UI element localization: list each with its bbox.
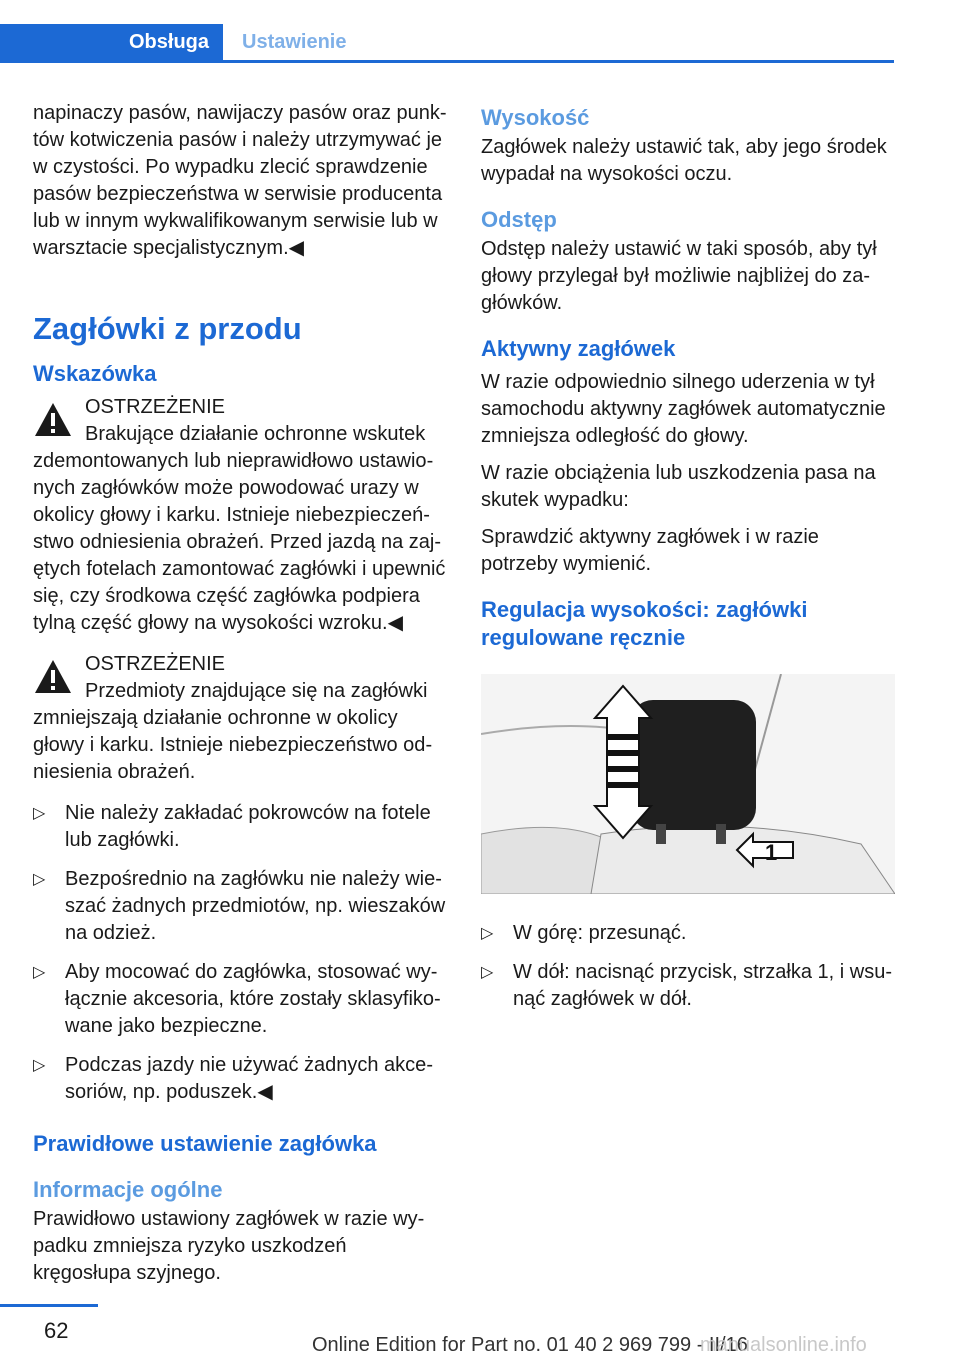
adjust-heading: Prawidłowe ustawienie zagłówka: [33, 1131, 377, 1156]
headrest-illustration: [481, 674, 895, 894]
intro-paragraph: napinaczy pasów, nawijaczy pasów oraz punktów kotwiczenia pasów i należy utrzymywać je w czystości. Po wypadku zlecić sprawdzenie pasów bezpieczeństwa w serwisie producenta lub w innym wykwalifikowanym serwisie lub w warsztacie specjalistycznym.◀: [33, 102, 447, 259]
tab-ustawienie[interactable]: Ustawienie: [242, 31, 347, 53]
triangle-bullet-icon: ▷: [33, 1057, 46, 1074]
warning-block-2: [33, 651, 448, 786]
warning-bullet-list: [33, 800, 448, 1106]
list-item: ▷ W górę: przesunąć.: [481, 920, 896, 947]
triangle-bullet-icon: ▷: [33, 871, 46, 888]
list-item: ▷ W dół: nacisnąć przycisk, strzałka 1, i wsunąć zagłówek w dół.: [481, 961, 893, 1010]
footer-accent-line: [0, 1304, 98, 1307]
list-item: ▷ Bezpośrednio na zagłówku nie należy wieszać żadnych przedmiotów, np. wieszaków na odzież.: [33, 868, 446, 944]
list-item: ▷ Aby mocować do zagłówka, stosować wyłącznie akcesoria, które zostały sklasyfikowane jako bezpieczne.: [33, 961, 441, 1037]
list-item: ▷ Nie należy zakładać pokrowców na fotele lub zagłówki.: [33, 802, 431, 851]
height-paragraph: Zagłówek należy ustawić tak, aby jego środek wypadał na wysokości oczu.: [481, 136, 887, 185]
warning-1-title: OSTRZEŻENIE: [85, 396, 226, 418]
warning-icon: [33, 657, 73, 697]
general-heading: Informacje ogólne: [33, 1177, 223, 1202]
active-paragraph-1: W razie odpowiednio silnego uderzenia w tył samochodu aktywny zagłówek automatycznie zmniejsza odległość do głowy.: [481, 371, 886, 447]
triangle-bullet-icon: ▷: [33, 964, 46, 981]
active-paragraph-2: W razie obciążenia lub uszkodzenia pasa na skutek wypadku:: [481, 462, 876, 511]
note-heading: Wskazówka: [33, 361, 157, 386]
distance-heading: Odstęp: [481, 207, 557, 232]
left-column: [33, 100, 448, 1297]
right-column: [481, 104, 896, 1029]
figure-callout-number: 1: [765, 840, 778, 865]
distance-paragraph: Odstęp należy ustawić w taki sposób, aby tył głowy przylegał był możliwie najbliżej do zagłówków.: [481, 238, 877, 314]
height-heading: Wysokość: [481, 105, 590, 130]
list-item: ▷ Podczas jazdy nie używać żadnych akcesoriów, np. poduszek.◀: [33, 1054, 433, 1103]
watermark: manualsonline.info: [700, 1334, 867, 1356]
warning-2-title: OSTRZEŻENIE: [85, 653, 226, 675]
edition-text: Online Edition for Part no. 01 40 2 969 799 - II/16: [312, 1334, 748, 1356]
warning-1-text: Brakujące działanie ochronne wskutek zdemontowanych lub nieprawidłowo ustawionych zagłówków może powodować urazy w okolicy głowy i karku. Istnieje niebezpieczeństwo odniesienia obrażeń. Przed jazdą na zajętych fotelach zamontować zagłówki i upewnić się, czy środkowa część zagłówka podpiera tylną część głowy na wysokości wzroku.◀: [33, 423, 446, 634]
page-number: 62: [44, 1318, 69, 1343]
warning-2-text: Przedmioty znajdujące się na zagłówki zmniejszają działanie ochronne w okolicy głowy i karku. Istnieje niebezpieczeństwo odniesienia obrażeń.: [33, 680, 433, 783]
active-heading: Aktywny zagłówek: [481, 336, 676, 361]
section-title: Zagłówki z przodu: [33, 311, 302, 346]
manual-adjust-heading: Regulacja wysokości: zagłówki regulowane ręcznie: [481, 597, 808, 650]
triangle-bullet-icon: ▷: [481, 925, 494, 942]
header-tabbar: [0, 24, 894, 63]
triangle-bullet-icon: ▷: [481, 964, 494, 981]
tab-obsluga[interactable]: Obsługa: [0, 24, 223, 60]
active-paragraph-3: Sprawdzić aktywny zagłówek i w razie potrzeby wymienić.: [481, 526, 819, 575]
warning-icon: [33, 400, 73, 440]
manual-bullet-list: [481, 920, 896, 1013]
general-paragraph: Prawidłowo ustawiony zagłówek w razie wypadku zmniejsza ryzyko uszkodzeń kręgosłupa szyjnego.: [33, 1208, 425, 1284]
warning-block-1: [33, 394, 448, 637]
triangle-bullet-icon: ▷: [33, 805, 46, 822]
